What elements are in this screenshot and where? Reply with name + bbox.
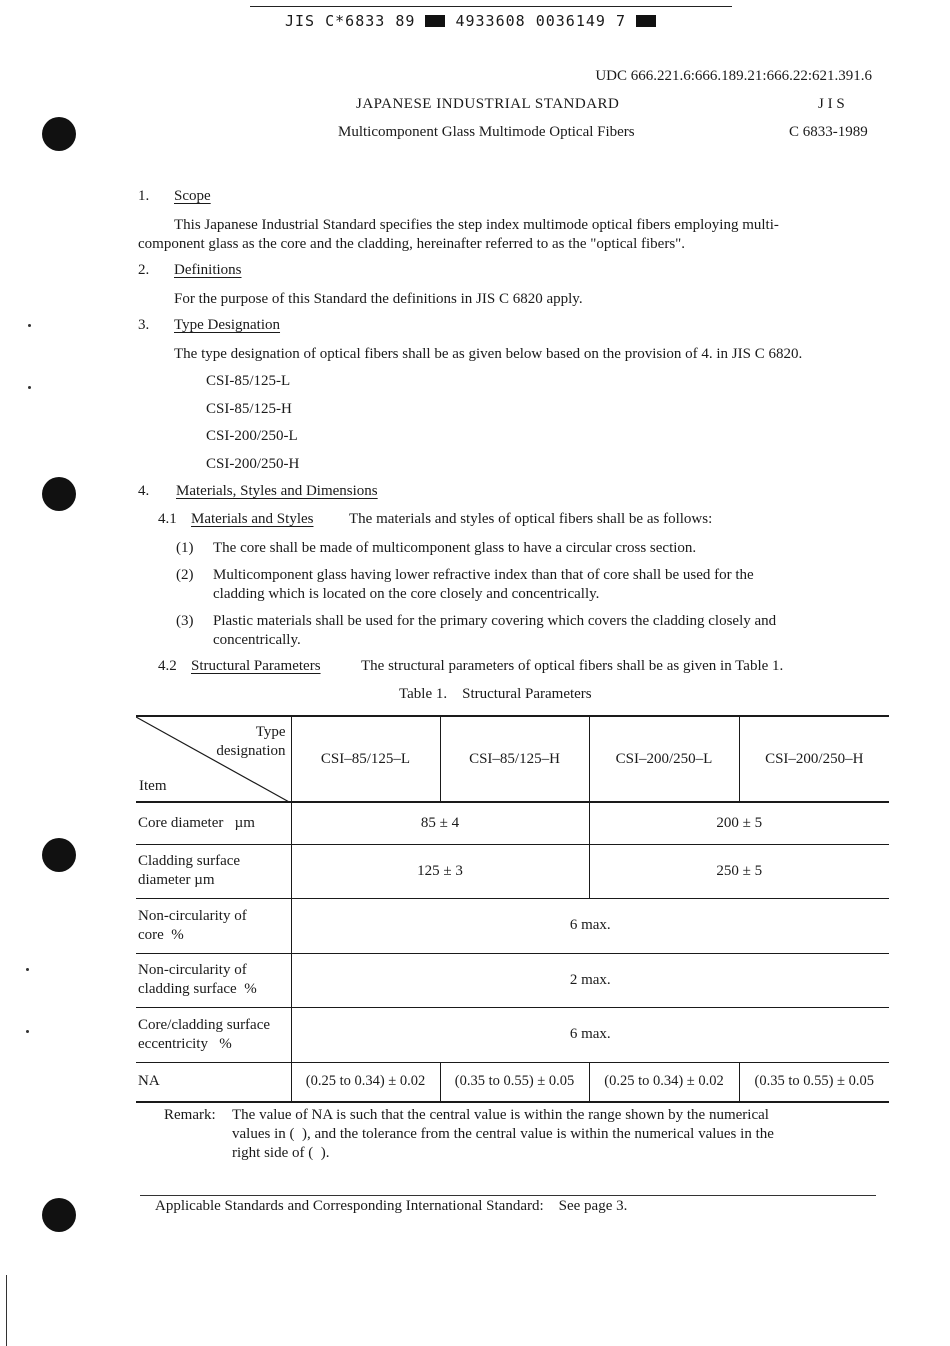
row-label: Core diameter µm — [136, 802, 291, 844]
corner-header — [136, 717, 291, 801]
section-3-number: 3. — [138, 317, 150, 333]
table-cell: (0.35 to 0.55) ± 0.05 — [739, 1062, 889, 1102]
table-cell: 250 ± 5 — [589, 844, 889, 898]
punch-hole — [42, 477, 76, 511]
section-4-2-number: 4.2 — [158, 658, 177, 674]
section-2-number: 2. — [138, 262, 150, 278]
table-row — [136, 844, 889, 898]
scan-speck — [28, 324, 31, 327]
corner-header-cell — [136, 716, 291, 802]
type-label-line: designation — [216, 743, 286, 759]
scan-top-rule — [250, 6, 732, 7]
standard-org: JAPANESE INDUSTRIAL STANDARD — [356, 96, 620, 112]
table-header-row — [136, 716, 889, 802]
material-item-text: The core shall be made of multicomponent glass to have a circular cross section. — [213, 540, 697, 556]
footer-rule — [140, 1195, 876, 1196]
remark-text-2: values in ( ), and the tolerance from the central value is within the numerical values in the — [232, 1126, 774, 1142]
column-header: CSI–85/125–L — [291, 716, 440, 802]
table-cell: (0.35 to 0.55) ± 0.05 — [440, 1062, 589, 1102]
udc-code: UDC 666.221.6:666.189.21:666.22:621.391.6 — [595, 68, 872, 84]
remark-label: Remark: — [164, 1107, 216, 1123]
scan-header-code — [285, 12, 656, 30]
scan-code-2: 4933608 0036149 7 — [455, 12, 626, 30]
section-2-text: For the purpose of this Standard the definitions in JIS C 6820 apply. — [174, 291, 583, 307]
column-header: CSI–200/250–H — [739, 716, 889, 802]
material-item-text: cladding which is located on the core closely and concentrically. — [213, 586, 600, 602]
row-label: NA — [136, 1062, 291, 1102]
remark-text-1: The value of NA is such that the central value is within the range shown by the numerical — [232, 1107, 769, 1123]
section-4-2-text: The structural parameters of optical fibers shall be as given in Table 1. — [361, 658, 784, 674]
structural-parameters-table — [136, 715, 889, 1103]
row-label-line: core % — [138, 926, 184, 943]
footer-note: Applicable Standards and Corresponding International Standard: See page 3. — [155, 1198, 628, 1214]
row-label — [136, 898, 291, 953]
section-1-title: Scope — [174, 188, 211, 204]
material-item-number: (2) — [176, 567, 194, 583]
scan-speck — [28, 386, 31, 389]
table-cell: (0.25 to 0.34) ± 0.02 — [291, 1062, 440, 1102]
row-label — [136, 844, 291, 898]
section-3-text: The type designation of optical fibers shall be as given below based on the provision of 4. in JIS C 6820. — [174, 346, 803, 362]
type-designation-item: CSI-200/250-H — [206, 456, 300, 472]
section-4-1-title: Materials and Styles — [191, 511, 314, 527]
scan-speck — [26, 1030, 29, 1033]
material-item-number: (3) — [176, 613, 194, 629]
material-item-text: concentrically. — [213, 632, 301, 648]
section-4-2-title: Structural Parameters — [191, 658, 321, 674]
document-title: Multicomponent Glass Multimode Optical Fibers — [338, 124, 635, 140]
section-4-1-number: 4.1 — [158, 511, 177, 527]
material-item-text: Multicomponent glass having lower refractive index than that of core shall be used for the — [213, 567, 754, 583]
jis-label: J I S — [818, 96, 845, 112]
section-2-title: Definitions — [174, 262, 242, 278]
row-label-line: Non-circularity of — [138, 907, 247, 924]
section-1-number: 1. — [138, 188, 150, 204]
table-row — [136, 953, 889, 1007]
table-cell: 85 ± 4 — [291, 802, 589, 844]
type-designation-item: CSI-85/125-H — [206, 401, 292, 417]
scan-block-mark — [636, 15, 656, 27]
scan-edge-line — [6, 1275, 7, 1346]
type-label-line: Type — [255, 724, 286, 740]
punch-hole — [42, 1198, 76, 1232]
table-row — [136, 1007, 889, 1062]
punch-hole — [42, 117, 76, 151]
section-3-title: Type Designation — [174, 317, 281, 333]
row-label — [136, 953, 291, 1007]
section-4-title: Materials, Styles and Dimensions — [176, 483, 378, 499]
type-designation-item: CSI-200/250-L — [206, 428, 298, 444]
table-cell: 200 ± 5 — [589, 802, 889, 844]
row-label-line: diameter µm — [138, 872, 215, 888]
scan-block-mark — [425, 15, 445, 27]
row-label — [136, 1007, 291, 1062]
table-cell: 125 ± 3 — [291, 844, 589, 898]
row-label-line: Non-circularity of — [138, 962, 247, 978]
type-designation-item: CSI-85/125-L — [206, 373, 291, 389]
row-label-line: eccentricity % — [138, 1035, 232, 1052]
table-cell: (0.25 to 0.34) ± 0.02 — [589, 1062, 739, 1102]
table-cell: 6 max. — [291, 1007, 889, 1062]
column-header: CSI–85/125–H — [440, 716, 589, 802]
row-label-line: cladding surface % — [138, 981, 257, 997]
material-item-number: (1) — [176, 540, 194, 556]
material-item-text: Plastic materials shall be used for the primary covering which covers the cladding closely and — [213, 613, 777, 629]
section-1-text-2: component glass as the core and the cladding, hereinafter referred to as the "optical fibers". — [138, 236, 686, 252]
row-label-line: Cladding surface — [138, 853, 241, 869]
table-row — [136, 898, 889, 953]
standard-number: C 6833-1989 — [789, 124, 868, 140]
table-cell: 6 max. — [291, 898, 889, 953]
table-row — [136, 802, 889, 844]
section-4-number: 4. — [138, 483, 150, 499]
table-cell: 2 max. — [291, 953, 889, 1007]
scan-speck — [26, 968, 29, 971]
scan-code-1: JIS C*6833 89 — [285, 12, 416, 30]
row-label-line: Core/cladding surface — [138, 1016, 271, 1033]
table-row-na — [136, 1062, 889, 1102]
remark-text-3: right side of ( ). — [232, 1145, 330, 1161]
item-label: Item — [139, 778, 167, 794]
column-header: CSI–200/250–L — [589, 716, 739, 802]
table-caption: Table 1. Structural Parameters — [399, 686, 592, 702]
section-4-1-text: The materials and styles of optical fibers shall be as follows: — [349, 511, 713, 527]
type-designation-label — [216, 723, 285, 761]
section-1-text-1: This Japanese Industrial Standard specifies the step index multimode optical fibers employing multi- — [174, 217, 779, 233]
punch-hole — [42, 838, 76, 872]
